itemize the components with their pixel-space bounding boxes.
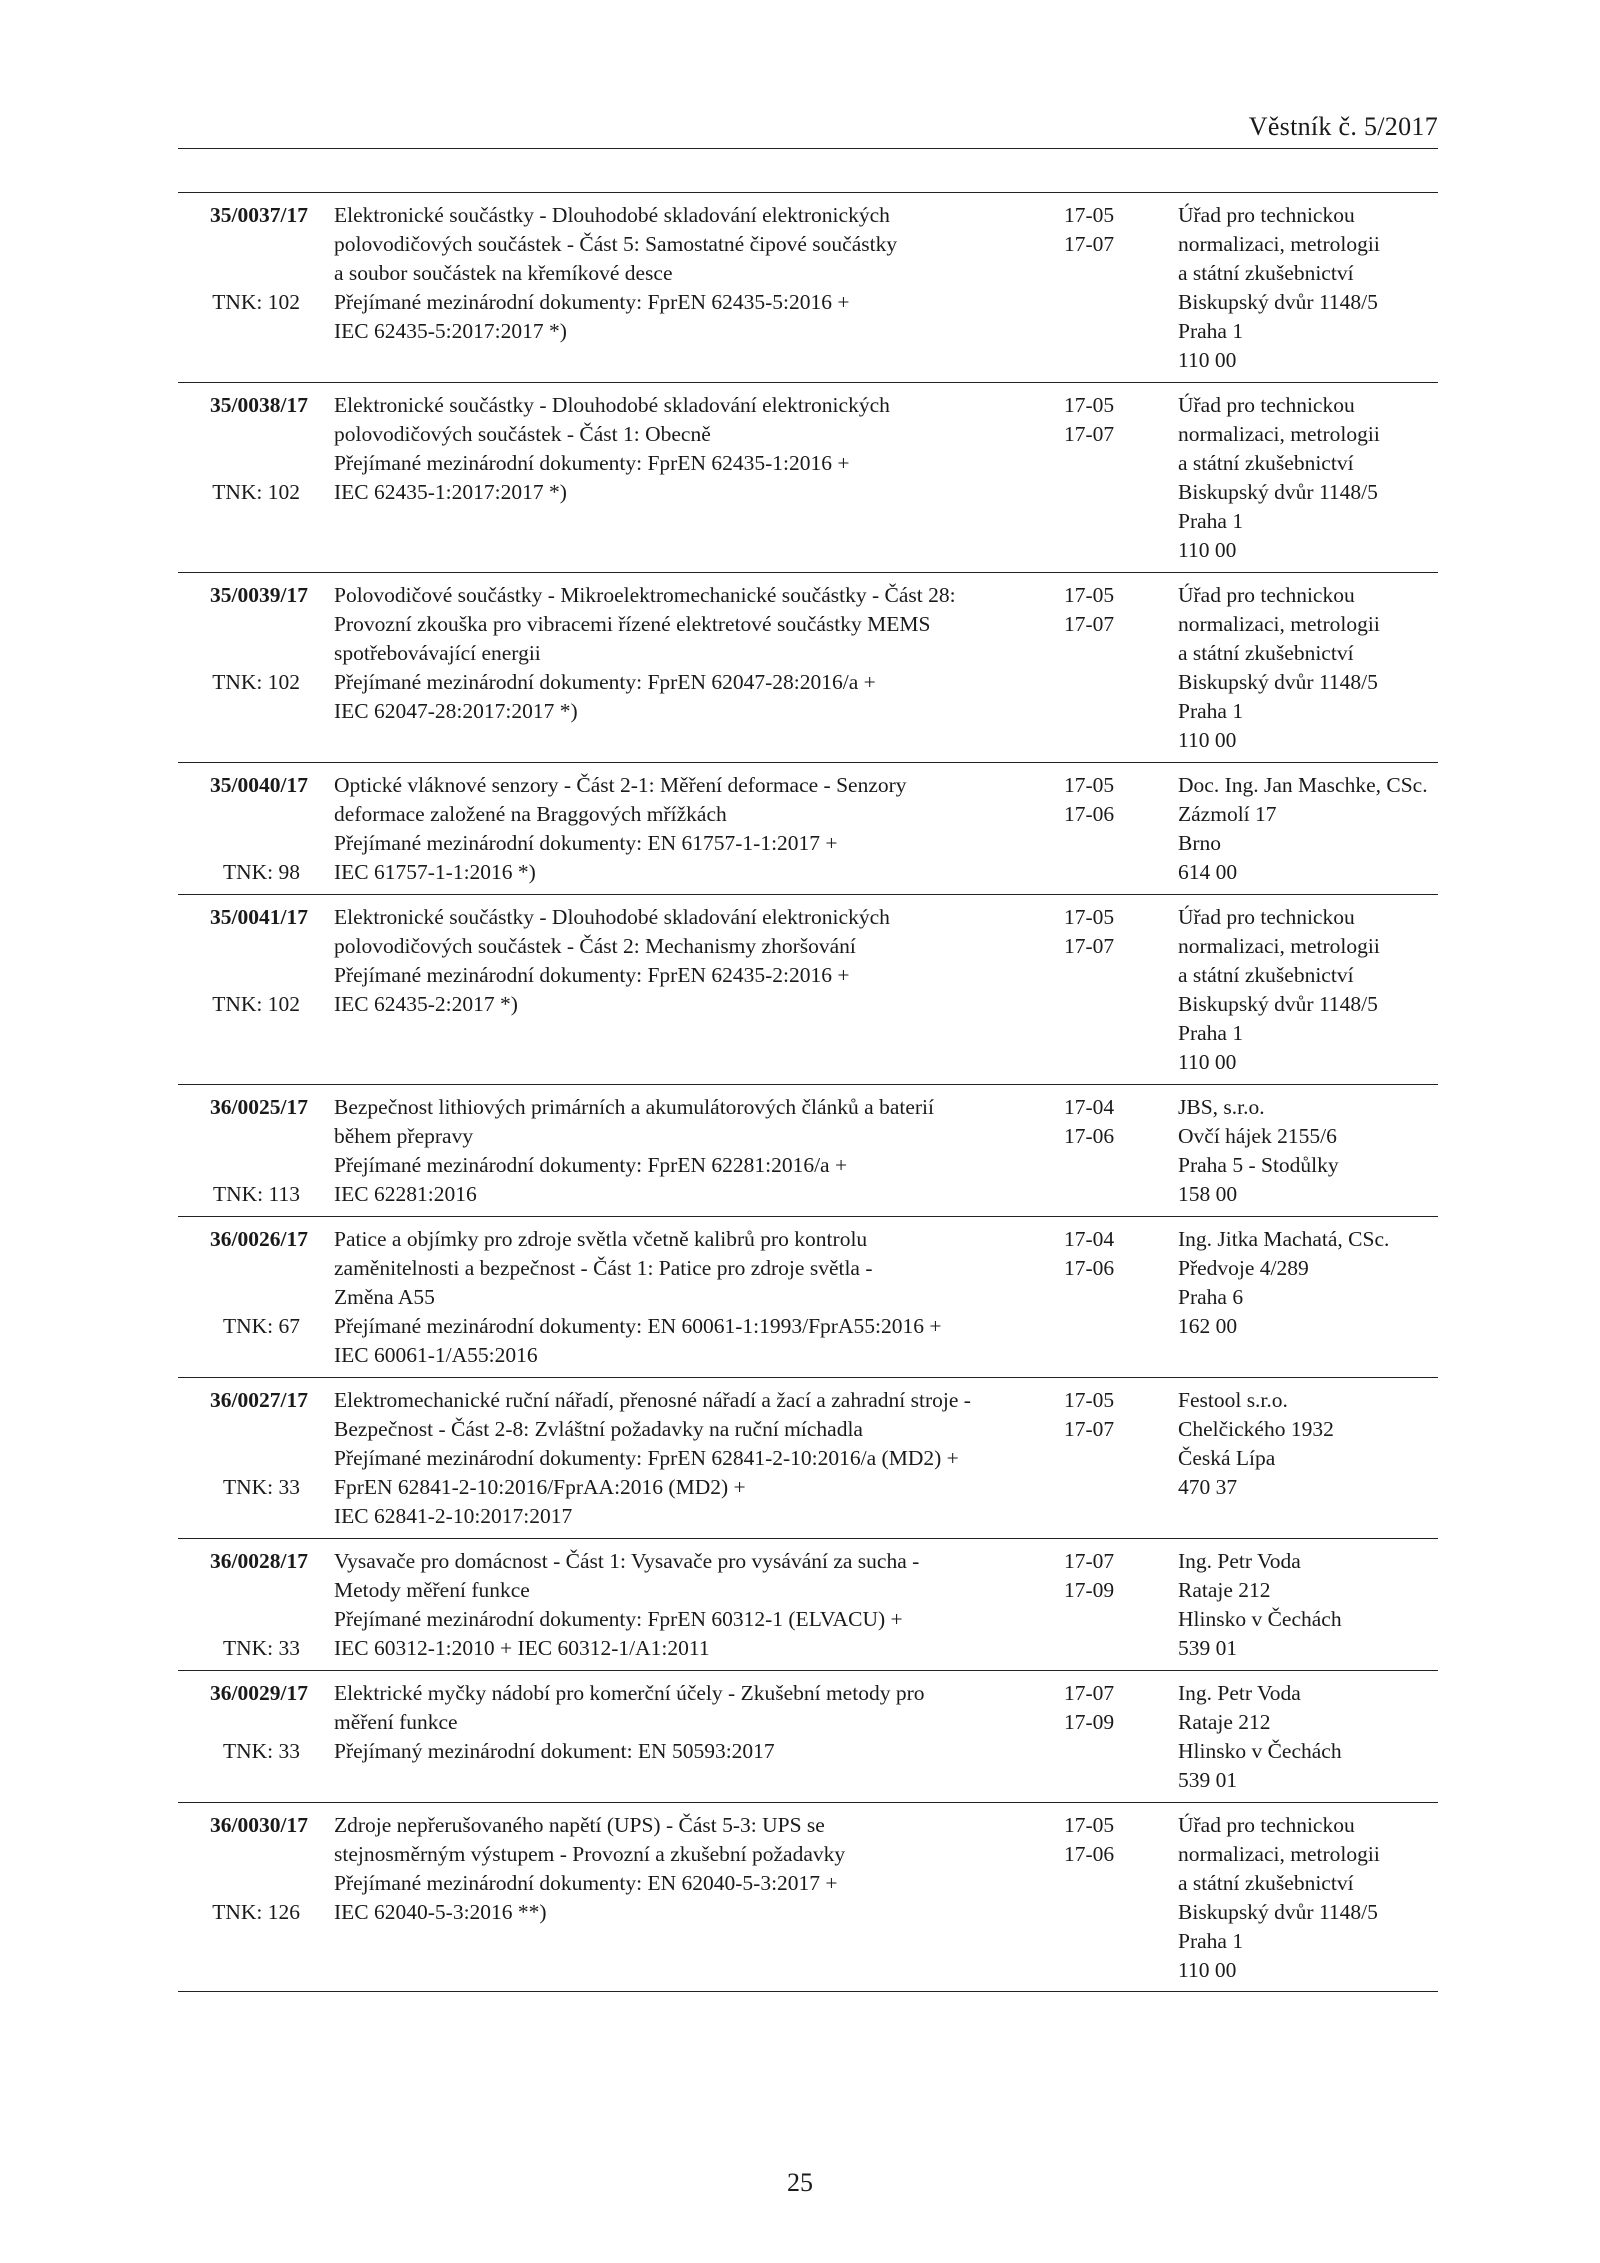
standard-entry: [178, 1084, 1438, 1216]
address-line: normalizaci, metrologii: [1178, 422, 1380, 446]
description-line: IEC 60061-1/A55:2016: [334, 1343, 538, 1367]
entry-number: 36/0025/17: [210, 1095, 308, 1119]
address-line: Biskupský dvůr 1148/5: [1178, 992, 1378, 1016]
standard-entry: [178, 192, 1438, 382]
entry-tnk: TNK: 67: [222, 1314, 300, 1338]
description-line: Přejímané mezinárodní dokumenty: FprEN 62435-2:2016 +: [334, 963, 850, 987]
description-line: Elektronické součástky - Dlouhodobé skladování elektronických: [334, 203, 890, 227]
address-line: Praha 1: [1178, 1021, 1244, 1045]
address-line: Festool s.r.o.: [1178, 1388, 1288, 1412]
standard-entry: [178, 572, 1438, 762]
standards-list: [178, 192, 1438, 1992]
standard-entry: [178, 1670, 1438, 1802]
description-line: IEC 62047-28:2017:2017 *): [334, 699, 578, 723]
address-line: Rataje 212: [1178, 1710, 1271, 1734]
address-line: Praha 5 - Stodůlky: [1178, 1153, 1339, 1177]
date-value: 17-07: [1064, 1681, 1115, 1705]
address-line: Ing. Petr Voda: [1178, 1549, 1301, 1573]
date-value: 17-06: [1064, 1256, 1115, 1280]
entry-number: 36/0030/17: [210, 1813, 308, 1837]
entry-number: 35/0040/17: [210, 773, 308, 797]
description-line: IEC 62435-5:2017:2017 *): [334, 319, 567, 343]
description-line: polovodičových součástek - Část 5: Samostatné čipové součástky: [334, 232, 898, 256]
date-value: 17-06: [1064, 1842, 1115, 1866]
address-line: 162 00: [1178, 1314, 1238, 1338]
description-line: Polovodičové součástky - Mikroelektromechanické součástky - Část 28:: [334, 583, 956, 607]
standard-entry: [178, 762, 1438, 894]
address-line: Ovčí hájek 2155/6: [1178, 1124, 1337, 1148]
entry-dates: [1064, 771, 1144, 829]
entry-dates: [1064, 903, 1144, 961]
address-line: normalizaci, metrologii: [1178, 934, 1380, 958]
address-line: Biskupský dvůr 1148/5: [1178, 1900, 1378, 1924]
date-value: 17-06: [1064, 802, 1115, 826]
date-value: 17-05: [1064, 1388, 1115, 1412]
date-value: 17-09: [1064, 1578, 1115, 1602]
standard-entry: [178, 1377, 1438, 1538]
entry-number: 35/0037/17: [210, 203, 308, 227]
standard-entry: [178, 1538, 1438, 1670]
description-line: Přejímané mezinárodní dokumenty: EN 60061-1:1993/FprA55:2016 +: [334, 1314, 942, 1338]
address-line: 110 00: [1178, 1050, 1237, 1074]
entry-tnk: TNK: 102: [212, 992, 300, 1016]
date-value: 17-07: [1064, 1417, 1115, 1441]
address-line: 470 37: [1178, 1475, 1238, 1499]
address-line: normalizaci, metrologii: [1178, 612, 1380, 636]
address-line: Úřad pro technickou: [1178, 1813, 1355, 1837]
address-line: Rataje 212: [1178, 1578, 1271, 1602]
address-line: Zázmolí 17: [1178, 802, 1277, 826]
address-line: Úřad pro technickou: [1178, 905, 1355, 929]
entry-address: [1178, 581, 1440, 755]
address-line: 614 00: [1178, 860, 1238, 884]
entry-number: 35/0039/17: [210, 583, 308, 607]
standard-entry: [178, 382, 1438, 572]
description-line: IEC 62435-1:2017:2017 *): [334, 480, 567, 504]
entry-tnk: TNK: 102: [212, 290, 300, 314]
address-line: 110 00: [1178, 1958, 1237, 1982]
entry-address: [1178, 1679, 1440, 1795]
entry-address: [1178, 1386, 1440, 1502]
description-line: Bezpečnost - Část 2-8: Zvláštní požadavky na ruční míchadla: [334, 1417, 863, 1441]
address-line: Praha 1: [1178, 509, 1244, 533]
description-line: během přepravy: [334, 1124, 474, 1148]
address-line: Předvoje 4/289: [1178, 1256, 1309, 1280]
date-value: 17-07: [1064, 1549, 1115, 1573]
date-value: 17-05: [1064, 203, 1115, 227]
date-value: 17-06: [1064, 1124, 1115, 1148]
description-line: Přejímaný mezinárodní dokument: EN 50593:2017: [334, 1739, 775, 1763]
description-line: Elektronické součástky - Dlouhodobé skladování elektronických: [334, 905, 890, 929]
address-line: normalizaci, metrologii: [1178, 232, 1380, 256]
entry-dates: [1064, 391, 1144, 449]
description-line: deformace založené na Braggových mřížkách: [334, 802, 727, 826]
address-line: a státní zkušebnictví: [1178, 963, 1354, 987]
description-line: polovodičových součástek - Část 2: Mechanismy zhoršování: [334, 934, 856, 958]
description-line: a soubor součástek na křemíkové desce: [334, 261, 673, 285]
description-line: IEC 62040-5-3:2016 **): [334, 1900, 547, 1924]
entry-address: [1178, 903, 1440, 1077]
date-value: 17-07: [1064, 612, 1115, 636]
entry-address: [1178, 1547, 1440, 1663]
description-line: Metody měření funkce: [334, 1578, 530, 1602]
address-line: Ing. Petr Voda: [1178, 1681, 1301, 1705]
entry-address: [1178, 1225, 1440, 1341]
entry-address: [1178, 771, 1440, 887]
description-line: Elektromechanické ruční nářadí, přenosné nářadí a žací a zahradní stroje -: [334, 1388, 971, 1412]
address-line: a státní zkušebnictví: [1178, 261, 1354, 285]
date-value: 17-05: [1064, 773, 1115, 797]
address-line: 110 00: [1178, 348, 1237, 372]
address-line: Chelčického 1932: [1178, 1417, 1334, 1441]
entry-tnk: TNK: 102: [212, 670, 300, 694]
address-line: Hlinsko v Čechách: [1178, 1607, 1342, 1631]
address-line: Praha 1: [1178, 1929, 1244, 1953]
date-value: 17-04: [1064, 1227, 1115, 1251]
address-line: 158 00: [1178, 1182, 1238, 1206]
entry-dates: [1064, 581, 1144, 639]
address-line: Biskupský dvůr 1148/5: [1178, 480, 1378, 504]
standard-entry: [178, 1216, 1438, 1377]
description-line: IEC 62435-2:2017 *): [334, 992, 518, 1016]
description-line: stejnosměrným výstupem - Provozní a zkušební požadavky: [334, 1842, 846, 1866]
date-value: 17-04: [1064, 1095, 1115, 1119]
address-line: Česká Lípa: [1178, 1446, 1276, 1470]
address-line: Praha 1: [1178, 699, 1244, 723]
address-line: Praha 6: [1178, 1285, 1244, 1309]
entry-tnk: TNK: 33: [222, 1475, 300, 1499]
entry-tnk: TNK: 126: [212, 1900, 300, 1924]
page-number: 25: [787, 2168, 813, 2197]
entry-address: [1178, 201, 1440, 375]
entry-number: 35/0041/17: [210, 905, 308, 929]
description-line: Bezpečnost lithiových primárních a akumulátorových článků a baterií: [334, 1095, 935, 1119]
entry-address: [1178, 1811, 1440, 1985]
entry-dates: [1064, 1093, 1144, 1151]
description-line: IEC 60312-1:2010 + IEC 60312-1/A1:2011: [334, 1636, 710, 1660]
description-line: Přejímané mezinárodní dokumenty: FprEN 60312-1 (ELVACU) +: [334, 1607, 903, 1631]
entry-dates: [1064, 201, 1144, 259]
standard-entry: [178, 894, 1438, 1084]
entry-number: 36/0029/17: [210, 1681, 308, 1705]
address-line: 539 01: [1178, 1636, 1238, 1660]
date-value: 17-07: [1064, 422, 1115, 446]
address-line: Brno: [1178, 831, 1221, 855]
entry-tnk: TNK: 98: [222, 860, 300, 884]
address-line: 110 00: [1178, 538, 1237, 562]
address-line: JBS, s.r.o.: [1178, 1095, 1265, 1119]
entry-number: 36/0026/17: [210, 1227, 308, 1251]
bulletin-title: Věstník č. 5/2017: [1248, 112, 1438, 141]
description-line: Patice a objímky pro zdroje světla včetně kalibrů pro kontrolu: [334, 1227, 868, 1251]
address-line: Praha 1: [1178, 319, 1244, 343]
entry-dates: [1064, 1386, 1144, 1444]
address-line: Doc. Ing. Jan Maschke, CSc.: [1178, 773, 1428, 797]
entry-dates: [1064, 1811, 1144, 1869]
description-line: IEC 61757-1-1:2016 *): [334, 860, 536, 884]
entry-dates: [1064, 1547, 1144, 1605]
address-line: normalizaci, metrologii: [1178, 1842, 1380, 1866]
page-header: [178, 108, 1438, 149]
description-line: IEC 62281:2016: [334, 1182, 477, 1206]
description-line: Optické vláknové senzory - Část 2-1: Měření deformace - Senzory: [334, 773, 907, 797]
description-line: zaměnitelnosti a bezpečnost - Část 1: Patice pro zdroje světla -: [334, 1256, 873, 1280]
address-line: 539 01: [1178, 1768, 1238, 1792]
description-line: IEC 62841-2-10:2017:2017: [334, 1504, 573, 1528]
address-line: Úřad pro technickou: [1178, 583, 1355, 607]
description-line: Přejímané mezinárodní dokumenty: FprEN 62841-2-10:2016/a (MD2) +: [334, 1446, 959, 1470]
address-line: a státní zkušebnictví: [1178, 641, 1354, 665]
date-value: 17-05: [1064, 393, 1115, 417]
description-line: Elektrické myčky nádobí pro komerční účely - Zkušební metody pro: [334, 1681, 925, 1705]
entry-number: 36/0027/17: [210, 1388, 308, 1412]
date-value: 17-07: [1064, 934, 1115, 958]
address-line: Úřad pro technickou: [1178, 203, 1355, 227]
description-line: Vysavače pro domácnost - Část 1: Vysavače pro vysávání za sucha -: [334, 1549, 920, 1573]
description-line: měření funkce: [334, 1710, 458, 1734]
description-line: FprEN 62841-2-10:2016/FprAA:2016 (MD2) +: [334, 1475, 746, 1499]
address-line: a státní zkušebnictví: [1178, 451, 1354, 475]
entry-tnk: TNK: 33: [222, 1636, 300, 1660]
address-line: 110 00: [1178, 728, 1237, 752]
date-value: 17-09: [1064, 1710, 1115, 1734]
date-value: 17-07: [1064, 232, 1115, 256]
address-line: Ing. Jitka Machatá, CSc.: [1178, 1227, 1390, 1251]
entry-tnk: TNK: 33: [222, 1739, 300, 1763]
description-line: Elektronické součástky - Dlouhodobé skladování elektronických: [334, 393, 890, 417]
description-line: Přejímané mezinárodní dokumenty: FprEN 62435-5:2016 +: [334, 290, 850, 314]
description-line: Přejímané mezinárodní dokumenty: FprEN 62047-28:2016/a +: [334, 670, 876, 694]
description-line: Přejímané mezinárodní dokumenty: EN 61757-1-1:2017 +: [334, 831, 838, 855]
entry-tnk: TNK: 113: [213, 1182, 300, 1206]
address-line: Hlinsko v Čechách: [1178, 1739, 1342, 1763]
description-line: spotřebovávající energii: [334, 641, 541, 665]
entry-dates: [1064, 1679, 1144, 1737]
description-line: Provozní zkouška pro vibracemi řízené elektretové součástky MEMS: [334, 612, 931, 636]
date-value: 17-05: [1064, 905, 1115, 929]
description-line: polovodičových součástek - Část 1: Obecně: [334, 422, 711, 446]
description-line: Přejímané mezinárodní dokumenty: FprEN 62281:2016/a +: [334, 1153, 848, 1177]
entry-number: 36/0028/17: [210, 1549, 308, 1573]
address-line: Úřad pro technickou: [1178, 393, 1355, 417]
date-value: 17-05: [1064, 583, 1115, 607]
date-value: 17-05: [1064, 1813, 1115, 1837]
entry-address: [1178, 391, 1440, 565]
address-line: Biskupský dvůr 1148/5: [1178, 670, 1378, 694]
entry-address: [1178, 1093, 1440, 1209]
entry-dates: [1064, 1225, 1144, 1283]
description-line: Přejímané mezinárodní dokumenty: FprEN 62435-1:2016 +: [334, 451, 850, 475]
standard-entry: [178, 1802, 1438, 1992]
description-line: Přejímané mezinárodní dokumenty: EN 62040-5-3:2017 +: [334, 1871, 838, 1895]
description-line: Zdroje nepřerušovaného napětí (UPS) - Část 5-3: UPS se: [334, 1813, 825, 1837]
entry-tnk: TNK: 102: [212, 480, 300, 504]
address-line: a státní zkušebnictví: [1178, 1871, 1354, 1895]
address-line: Biskupský dvůr 1148/5: [1178, 290, 1378, 314]
entry-number: 35/0038/17: [210, 393, 308, 417]
description-line: Změna A55: [334, 1285, 435, 1309]
